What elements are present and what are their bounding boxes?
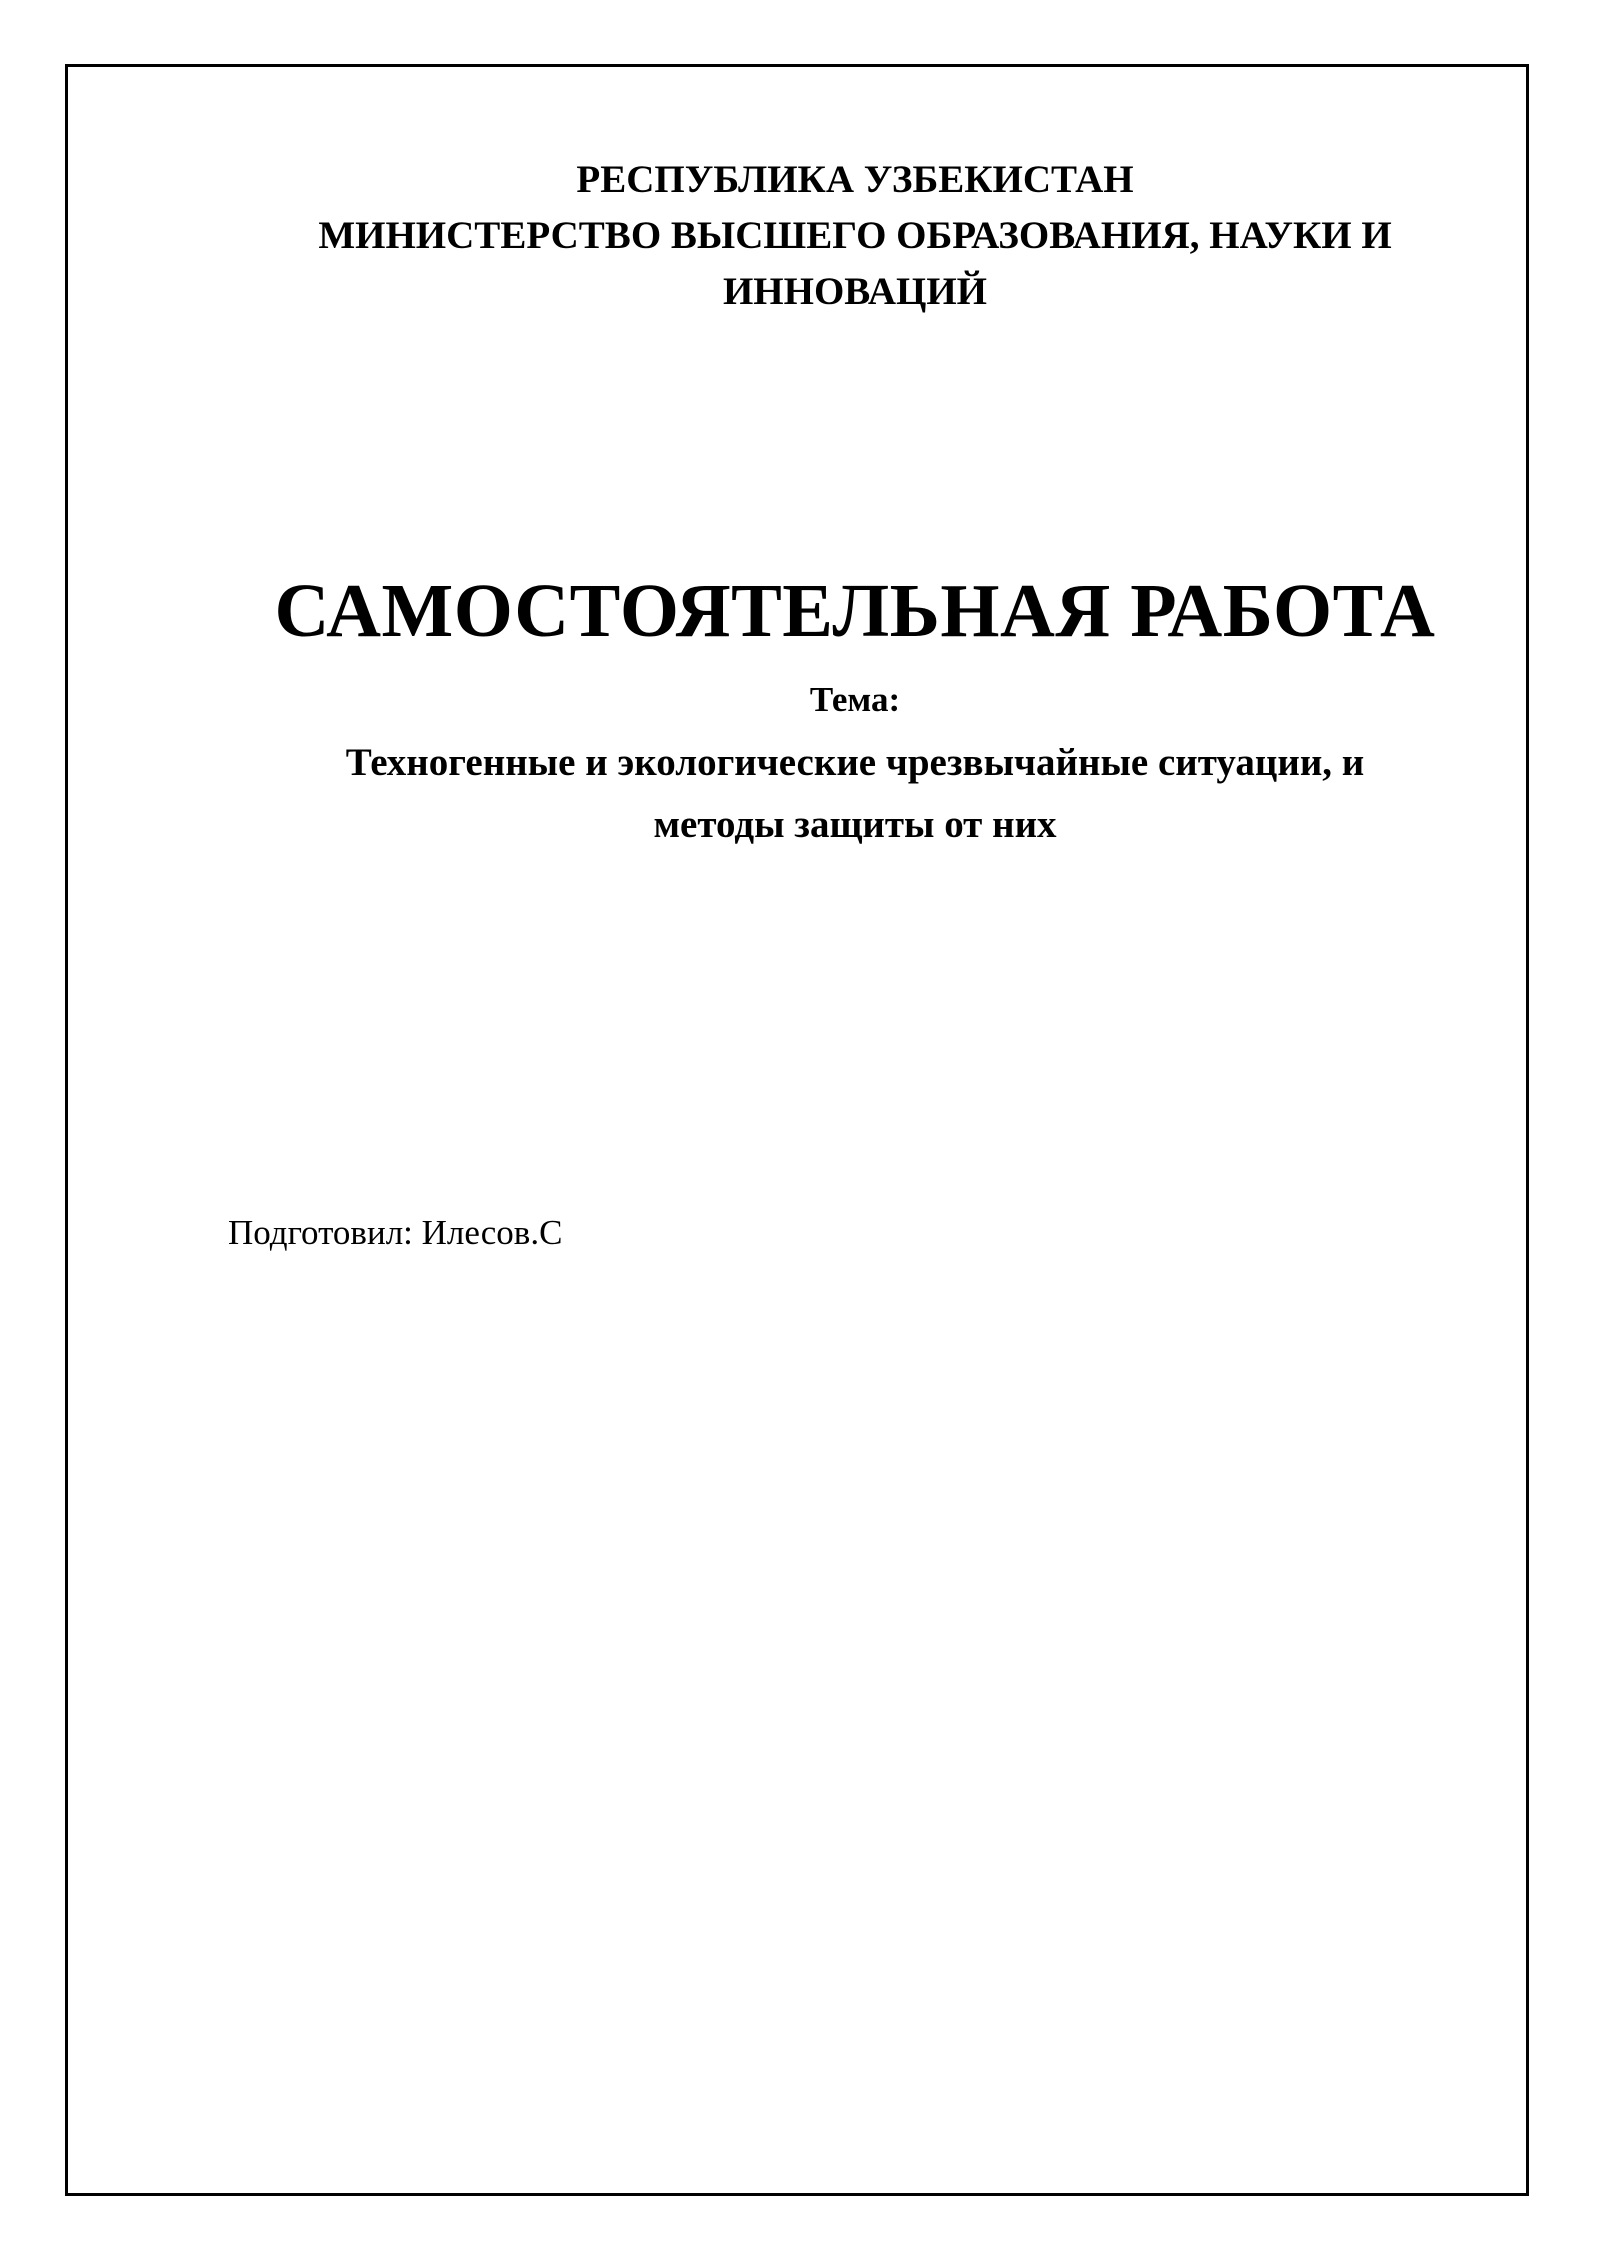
document-title: САМОСТОЯТЕЛЬНАЯ РАБОТА [274, 569, 1436, 653]
ministry-name-line-2: ИННОВАЦИЙ [722, 270, 988, 313]
page-border-frame [65, 64, 1529, 2196]
topic-line-1: Техногенные и экологические чрезвычайные ситуации, и [345, 741, 1365, 784]
country-name: РЕСПУБЛИКА УЗБЕКИСТАН [576, 158, 1134, 201]
institution-header [240, 152, 1470, 320]
topic-line-2: методы защиты от них [653, 803, 1057, 846]
topic-label: Тема: [809, 680, 901, 719]
topic-text [260, 732, 1450, 856]
ministry-name-line-1: МИНИСТЕРСТВО ВЫСШЕГО ОБРАЗОВАНИЯ, НАУКИ И [318, 214, 1392, 257]
author-credit: Подготовил: Илесов.С [228, 1213, 563, 1252]
